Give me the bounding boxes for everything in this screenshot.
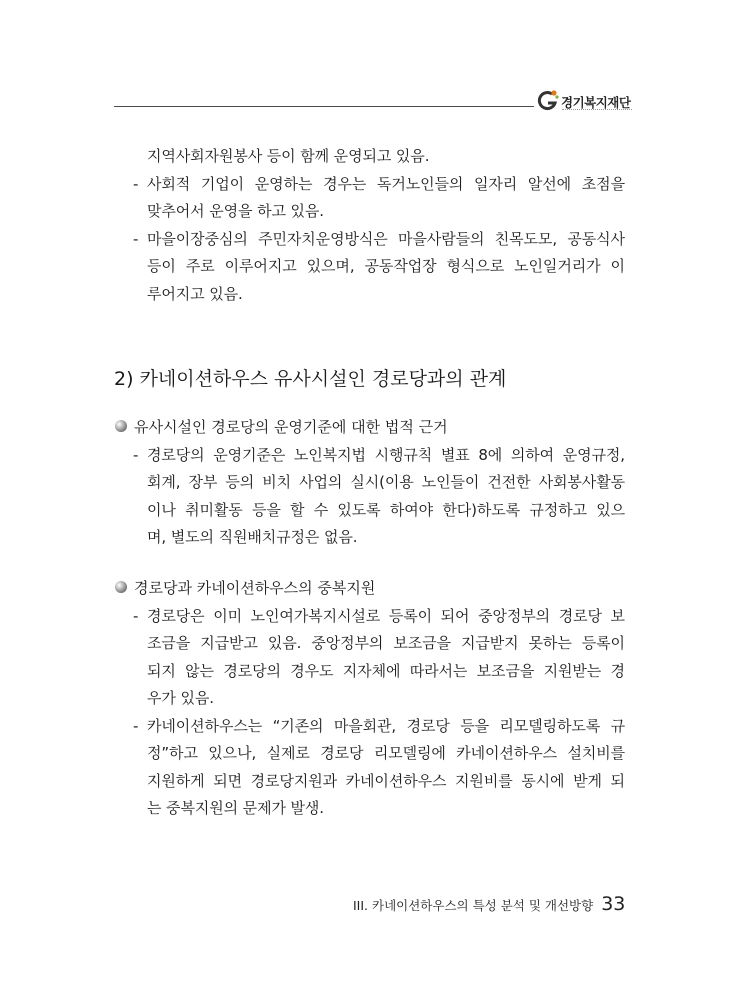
swirl-g-logo-icon bbox=[535, 88, 561, 114]
page-number: 33 bbox=[601, 893, 626, 915]
text-line: 정”하고 있으나, 실제로 경로당 리모델링에 카네이션하우스 설치비를 bbox=[147, 744, 625, 762]
section-title: 2) 카네이션하우스 유사시설인 경로당과의 관계 bbox=[114, 368, 507, 390]
footer bbox=[353, 893, 625, 915]
bullet-heading-text: 유사시설인 경로당의 운영기준에 대한 법적 근거 bbox=[134, 418, 448, 436]
text-line: 마을이장중심의 주민자치운영방식은 마을사람들의 친목도모, 공동식사 bbox=[147, 229, 625, 248]
list-dash: - bbox=[133, 445, 139, 464]
bullet-sphere-icon bbox=[114, 580, 128, 594]
text-line: 이나 취미활동 등을 할 수 있도록 하여야 한다)하도록 규정하고 있으 bbox=[147, 500, 625, 519]
logo bbox=[535, 88, 635, 118]
text-line: 경로당은 이미 노인여가복지시설로 등록이 되어 중앙정부의 경로당 보 bbox=[147, 606, 625, 625]
text-line: 되지 않는 경로당의 경우도 지자체에 따라서는 보조금을 지원받는 경 bbox=[147, 661, 625, 680]
bullet-sphere-icon bbox=[114, 419, 128, 433]
bullet-heading-text: 경로당과 카네이션하우스의 중복지원 bbox=[134, 579, 376, 597]
list-dash: - bbox=[133, 174, 139, 193]
text-line: 지원하게 되면 경로당지원과 카네이션하우스 지원비를 동시에 받게 되 bbox=[147, 771, 625, 790]
text-line: 조금을 지급받고 있음. 중앙정부의 보조금을 지급받지 못하는 등록이 bbox=[147, 634, 625, 652]
text-line: 루어지고 있음. bbox=[147, 284, 243, 303]
text-line: 지역사회자원봉사 등이 함께 운영되고 있음. bbox=[147, 147, 430, 165]
text-line: 경로당의 운영기준은 노인복지법 시행규칙 별표 8에 의하여 운영규정, bbox=[147, 445, 625, 464]
text-line: 맞추어서 운영을 하고 있음. bbox=[147, 202, 324, 220]
text-line: 우가 있음. bbox=[147, 689, 214, 707]
logo-text: 경기복지재단 bbox=[561, 95, 631, 110]
header-rule bbox=[114, 106, 534, 107]
bullet-heading bbox=[114, 578, 375, 598]
text-line: 등이 주로 이루어지고 있으며, 공동작업장 형식으로 노인일거리가 이 bbox=[147, 257, 625, 275]
text-line: 사회적 기업이 운영하는 경우는 독거노인들의 일자리 알선에 초점을 bbox=[147, 174, 625, 193]
list-dash: - bbox=[133, 606, 139, 625]
footer-chapter: III. 카네이션하우스의 특성 분석 및 개선방향 bbox=[353, 898, 594, 913]
text-line: 며, 별도의 직원배치규정은 없음. bbox=[147, 528, 358, 546]
text-line: 는 중복지원의 문제가 발생. bbox=[147, 799, 324, 817]
list-dash: - bbox=[133, 229, 139, 248]
text-line: 회계, 장부 등의 비치 사업의 실시(이용 노인들이 건전한 사회봉사활동 bbox=[147, 473, 625, 491]
text-line: 카네이션하우스는 “기존의 마을회관, 경로당 등을 리모델링하도록 규 bbox=[147, 716, 625, 735]
list-dash: - bbox=[133, 716, 139, 735]
logo-subline bbox=[562, 109, 632, 112]
bullet-heading bbox=[114, 417, 448, 437]
